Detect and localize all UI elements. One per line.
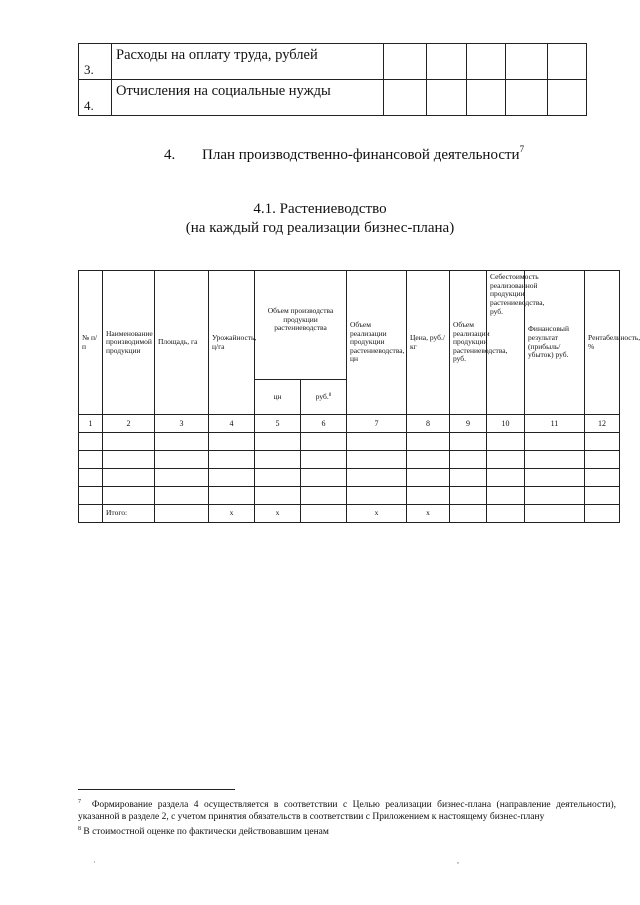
column-number: 3 <box>155 415 209 433</box>
footnote-7: $^7$ Формирование раздела 4 осуществляется в соответствии с Целью реализации бизнес-плана (направление деятельности), указанной в разделе 2, с учетом принятия обязательств в соответствии с Приложением к настоящему бизнес-плану <box>78 799 616 823</box>
header-cell-cost: Себестоимость реализованной продукции растениеводства, руб. <box>487 271 525 415</box>
total-cell: x <box>407 505 450 523</box>
footnote-ref-8: 8 <box>328 392 332 398</box>
header-row <box>79 271 620 380</box>
header-cell-sales-volume-rub: Объем реализации продукции растениеводства, руб. <box>450 271 487 415</box>
header-cell-price: Цена, руб./кг <box>407 271 450 415</box>
total-cell: x <box>209 505 255 523</box>
total-cell <box>155 505 209 523</box>
total-row <box>79 505 620 523</box>
table-cell <box>384 80 427 116</box>
total-cell <box>450 505 487 523</box>
table-cell <box>506 80 548 116</box>
footnotes <box>78 796 616 838</box>
header-cell-area: Площадь, га <box>155 271 209 415</box>
column-number: 9 <box>450 415 487 433</box>
column-number: 6 <box>301 415 347 433</box>
header-cell-cn: цн <box>255 380 301 415</box>
header-cell-financial-result: Финансовый результат (прибыль/ убыток) руб. <box>525 271 585 415</box>
row-label: Отчисления на социальные нужды <box>112 80 384 116</box>
header-cell-rub: руб.$^8$ <box>301 380 347 415</box>
section-heading <box>164 144 525 164</box>
table-row <box>79 80 587 116</box>
table-cell <box>427 44 467 80</box>
column-number: 12 <box>585 415 620 433</box>
table-row <box>79 433 620 451</box>
subsection-title: 4.1. Растениеводство <box>253 201 387 217</box>
table-row <box>79 487 620 505</box>
footnote-ref-7: 7 <box>519 144 525 154</box>
column-number: 1 <box>79 415 103 433</box>
total-cell <box>301 505 347 523</box>
row-label: Расходы на оплату труда, рублей <box>112 44 384 80</box>
footnote-8: $^8$ В стоимостной оценке по фактически действовавшим ценам <box>78 826 329 838</box>
column-number: 8 <box>407 415 450 433</box>
table-cell <box>384 44 427 80</box>
total-cell <box>585 505 620 523</box>
column-number-row <box>79 415 620 433</box>
header-cell-sales-volume-cn: Объем реализации продукции растениеводства, цн <box>347 271 407 415</box>
scan-speck: · <box>93 858 96 867</box>
crop-plan-table <box>78 270 640 523</box>
header-cell-num: № п/ п <box>79 271 103 415</box>
column-number: 7 <box>347 415 407 433</box>
total-cell <box>487 505 525 523</box>
table-cell <box>427 80 467 116</box>
total-label: Итого: <box>103 505 155 523</box>
section-title: План производственно-финансовой деятельности <box>202 147 520 163</box>
subsection-subtitle: (на каждый год реализации бизнес-плана) <box>185 220 455 236</box>
table-row <box>79 451 620 469</box>
table-cell <box>548 44 587 80</box>
table-cell <box>548 80 587 116</box>
column-number: 4 <box>209 415 255 433</box>
row-number: 4. <box>79 80 112 116</box>
header-cell-yield: Урожайность, ц/га <box>209 271 255 415</box>
table-cell <box>467 80 506 116</box>
total-cell <box>525 505 585 523</box>
footnote-divider <box>78 789 235 790</box>
row-number: 3. <box>79 44 112 80</box>
table-cell <box>467 44 506 80</box>
table-row <box>79 44 587 80</box>
header-cell-product: Наименование производимой продукции <box>103 271 155 415</box>
column-number: 2 <box>103 415 155 433</box>
cost-table <box>78 43 587 116</box>
column-number: 5 <box>255 415 301 433</box>
scan-speck: , <box>457 856 459 865</box>
section-number: 4. <box>164 147 176 163</box>
total-cell: x <box>255 505 301 523</box>
header-cell-production-volume: Объем производства продукции растениеводства <box>255 271 347 380</box>
table-cell <box>506 44 548 80</box>
total-cell: x <box>347 505 407 523</box>
column-number: 11 <box>525 415 585 433</box>
table-row <box>79 469 620 487</box>
column-number: 10 <box>487 415 525 433</box>
header-cell-profitability: Рентабельность, % <box>585 271 620 415</box>
total-cell <box>79 505 103 523</box>
